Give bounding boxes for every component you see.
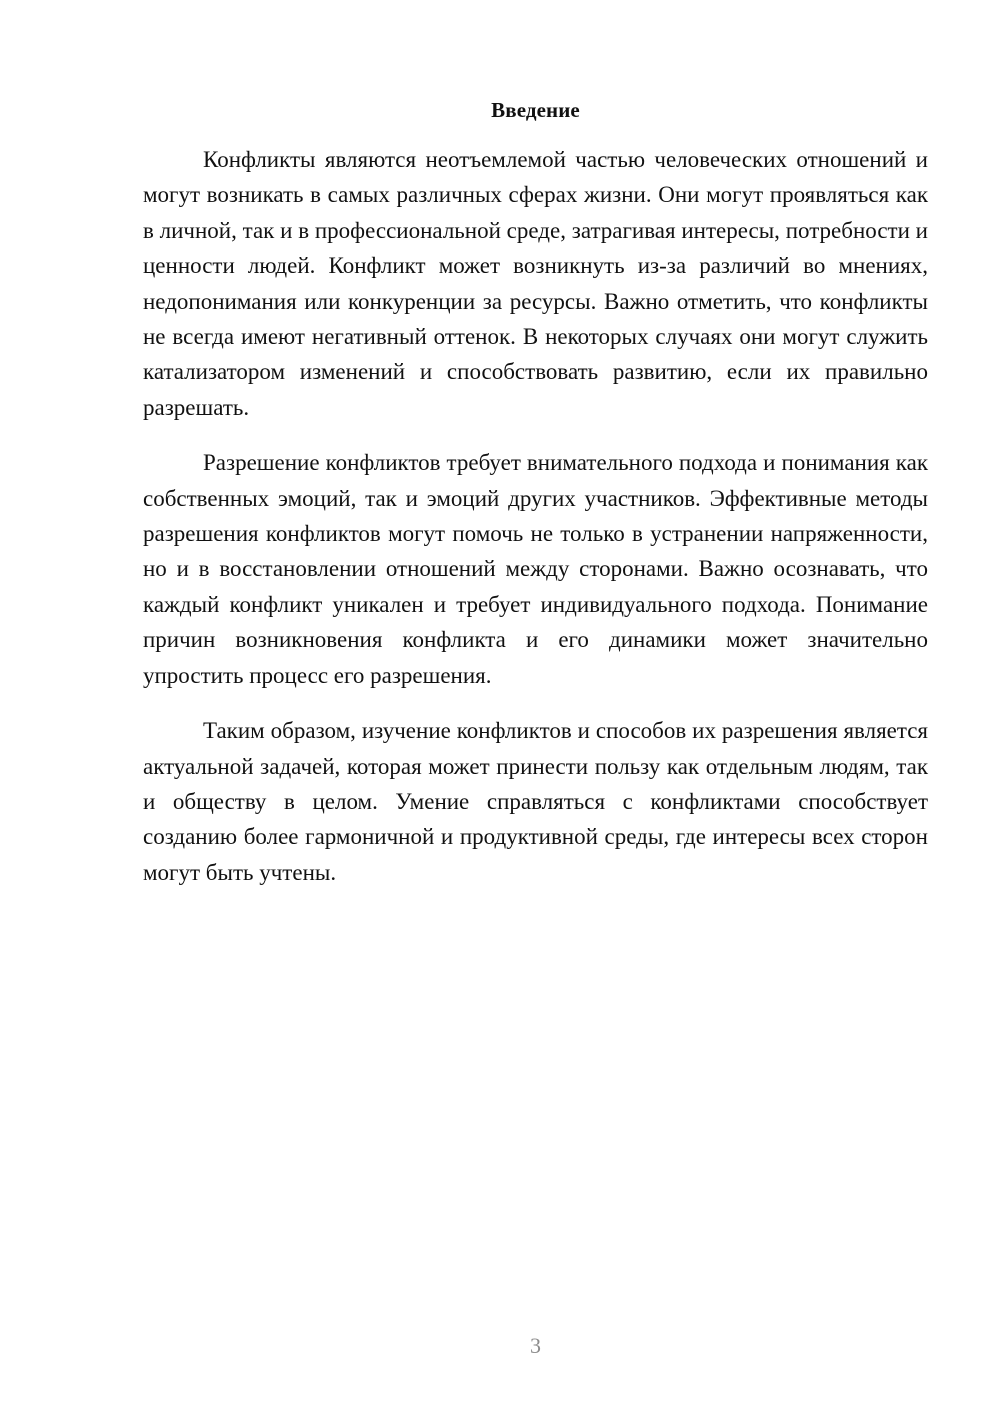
- section-heading: Введение: [491, 98, 580, 122]
- intro-paragraph-2: Разрешение конфликтов требует внимательного подхода и понимания как собственных эмоций, так и эмоций других участников. Эффективные методы разрешения конфликтов могут помочь не только в устранении напряженности, но и в восстановлении отношений между сторонами. Важно осознавать, что каждый конфликт уникален и требует индивидуального подхода. Понимание причин возникновения конфликта и его динамики может значительно упростить процесс его разрешения.: [143, 450, 928, 688]
- intro-paragraph-3: Таким образом, изучение конфликтов и способов их разрешения является актуальной задачей, которая может принести пользу как отдельным людям, так и обществу в целом. Умение справляться с конфликтами способствует созданию более гармоничной и продуктивной среды, где интересы всех сторон могут быть учтены.: [143, 718, 928, 885]
- page-number: 3: [530, 1333, 541, 1358]
- intro-paragraph-1: Конфликты являются неотъемлемой частью человеческих отношений и могут возникать в самых различных сферах жизни. Они могут проявляться как в личной, так и в профессиональной среде, затрагивая интересы, потребности и ценности людей. Конфликт может возникнуть из-за различий во мнениях, недопонимания или конкуренции за ресурсы. Важно отметить, что конфликты не всегда имеют негативный оттенок. В некоторых случаях они могут служить катализатором изменений и способствовать развитию, если их правильно разрешать.: [143, 147, 928, 420]
- page-content: [143, 92, 928, 910]
